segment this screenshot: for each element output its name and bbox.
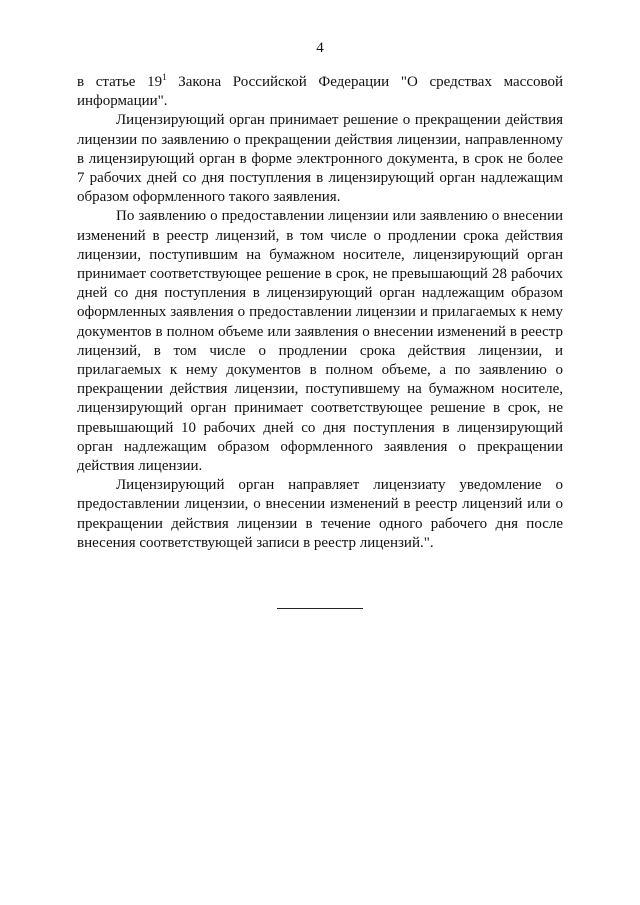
paragraph-continuation <box>77 73 563 111</box>
paragraph-paper-applications: По заявлению о предоставлении лицензии или заявлению о внесении изменений в реестр лицензий, в том числе о продлении срока действия лицензии, поступившим на бумажном носителе, лицензирующий орган принимает соответствующее решение в срок, не превышающий 28 рабочих дней со дня поступления в лицензирующий орган надлежащим образом оформленных заявления о предоставлении лицензии и прилагаемых к нему документов в полном объеме или заявления о внесении изменений в реестр лицензий, в том числе о продлении срока действия лицензии, и прилагаемых к нему документов в полном объеме, а по заявлению о прекращении действия лицензии, поступившему на бумажном носителе, лицензирующий орган принимает соответствующее решение в срок, не превышающий 10 рабочих дней со дня поступления в лицензирующий орган надлежащим образом оформленного заявления о прекращении действия лицензии. <box>77 208 563 475</box>
paragraph-notification: Лицензирующий орган направляет лицензиату уведомление о предоставлении лицензии, о внесении изменений в реестр лицензий или о прекращении действия лицензии в течение одного рабочего дня после внесения соответствующей записи в реестр лицензий.". <box>77 477 563 551</box>
page-number: 4 <box>316 40 324 56</box>
paragraph-termination-decision: Лицензирующий орган принимает решение о прекращении действия лицензии по заявлению о прекращении действия лицензии, направленному в лицензирующий орган в форме электронного документа, в срок не более 7 рабочих дней со дня поступления в лицензирующий орган надлежащим образом оформленного такого заявления. <box>77 112 563 206</box>
paragraph-text-start: в статье 19 <box>77 74 163 90</box>
document-body <box>77 73 563 553</box>
paragraph-text-end: Закона Российской Федерации "О средствах массовой информации". <box>77 74 563 110</box>
superscript-article-index: 1 <box>162 72 167 82</box>
end-of-text-divider <box>277 608 363 609</box>
